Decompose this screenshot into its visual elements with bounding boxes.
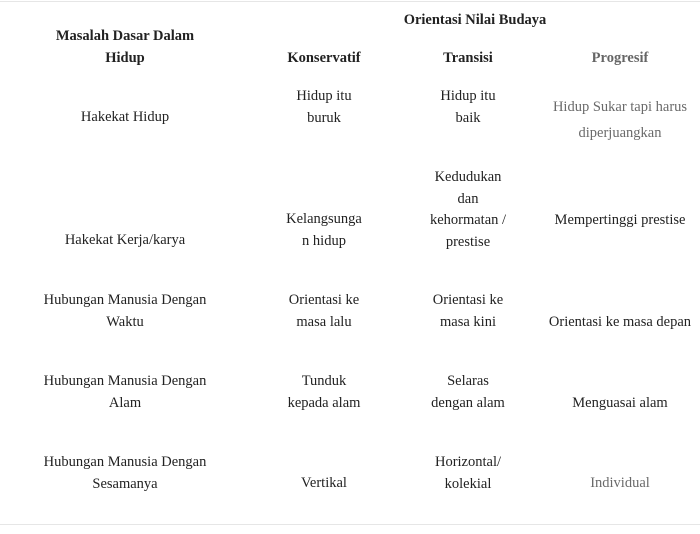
table-top-border <box>0 1 700 2</box>
table-cell-transition: Horizontal/ kolekial <box>434 454 502 492</box>
table-cell-transition: Hidup itu baik <box>440 88 496 126</box>
table-cell-conservative: Kelangsunga n hidup <box>286 211 362 249</box>
table-cell-conservative: Orientasi ke masa lalu <box>288 292 360 330</box>
table-bottom-border <box>0 524 700 525</box>
row-header: Masalah Dasar Dalam Hidup <box>55 28 195 66</box>
table-cell-problem: Hubungan Manusia Dengan Sesamanya <box>43 454 207 492</box>
table-cell-problem: Hubungan Manusia Dengan Waktu <box>43 292 207 330</box>
table-cell-problem: Hubungan Manusia Dengan Alam <box>43 373 207 411</box>
table-cell-transition: Orientasi ke masa kini <box>432 292 504 330</box>
table-cell-progressive: Orientasi ke masa depan <box>548 314 692 330</box>
column-header-transition: Transisi <box>443 50 493 66</box>
table-cell-conservative: Vertikal <box>301 475 347 491</box>
table-cell-problem: Hakekat Kerja/karya <box>64 232 186 248</box>
table-cell-progressive: Individual <box>590 475 650 491</box>
table-cell-progressive: Mempertinggi prestise <box>554 212 686 228</box>
table-cell-progressive: Menguasai alam <box>572 395 668 411</box>
table-cell-progressive: Hidup Sukar tapi harus diperjuangkan <box>552 99 688 141</box>
table-cell-transition: Selaras dengan alam <box>431 373 505 411</box>
table-cell-transition: Kedudukan dan kehormatan / prestise <box>429 169 507 250</box>
table-cell-conservative: Tunduk kepada alam <box>287 373 361 411</box>
column-group-header: Orientasi Nilai Budaya <box>403 12 547 28</box>
table-cell-conservative: Hidup itu buruk <box>296 88 352 126</box>
table-cell-problem: Hakekat Hidup <box>80 109 170 125</box>
column-header-conservative: Konservatif <box>287 50 361 66</box>
column-header-progressive: Progresif <box>591 50 649 66</box>
